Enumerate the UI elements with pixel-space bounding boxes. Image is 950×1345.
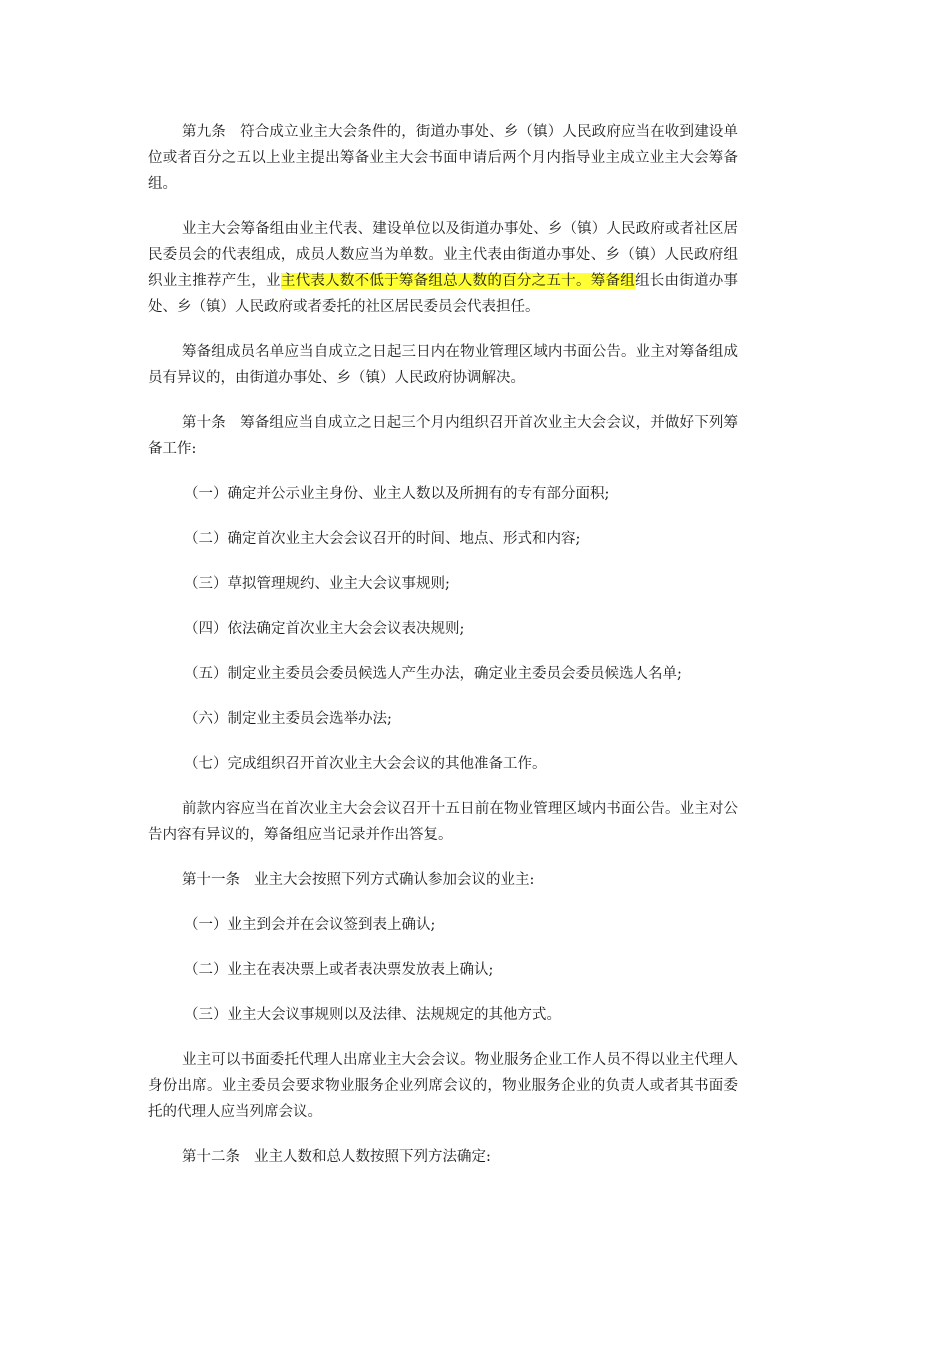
- list-item: [148, 616, 738, 642]
- list-item-text: （二）确定首次业主大会会议召开的时间、地点、形式和内容;: [184, 531, 581, 547]
- list-item: [148, 751, 738, 777]
- list-item-text: （七）完成组织召开首次业主大会会议的其他准备工作。: [184, 756, 547, 772]
- paragraph-text: 前款内容应当在首次业主大会会议召开十五日前在物业管理区域内书面公告。业主对公告内容有异议的，筹备组应当记录并作出答复。: [148, 801, 738, 843]
- article-9-paragraph: [148, 119, 738, 197]
- list-item: [148, 481, 738, 507]
- list-item-text: （四）依法确定首次业主大会会议表决规则;: [184, 621, 465, 637]
- list-item: [148, 957, 738, 983]
- paragraph-text: 筹备组应当自成立之日起三个月内组织召开首次业主大会会议，并做好下列筹备工作:: [148, 415, 739, 457]
- preparatory-group-composition-paragraph: [148, 216, 738, 320]
- paragraph-text: 符合成立业主大会条件的，街道办事处、乡（镇）人民政府应当在收到建设单位或者百分之五以上业主提出筹备业主大会书面申请后两个月内指导业主成立业主大会筹备组。: [148, 124, 739, 192]
- list-item-text: （三）草拟管理规约、业主大会议事规则;: [184, 576, 450, 592]
- paragraph-text: 业主大会按照下列方式确认参加会议的业主:: [254, 872, 535, 888]
- paragraph-text: 筹备组成员名单应当自成立之日起三日内在物业管理区域内书面公告。业主对筹备组成员有异议的，由街道办事处、乡（镇）人民政府协调解决。: [148, 344, 738, 386]
- list-item: [148, 526, 738, 552]
- paragraph-text: 业主人数和总人数按照下列方法确定:: [254, 1149, 491, 1165]
- document-page: [148, 119, 738, 1189]
- proxy-attendance-paragraph: [148, 1047, 738, 1125]
- highlighted-text: 主代表人数不低于筹备组总人数的百分之五十。筹备组: [280, 273, 635, 289]
- list-item-text: （二）业主在表决票上或者表决票发放表上确认;: [184, 962, 494, 978]
- article-heading: 第十条: [182, 415, 226, 431]
- list-item: [148, 1002, 738, 1028]
- list-item: [148, 571, 738, 597]
- paragraph-text: 组长由街道办事处、乡（镇）人民政府或者委托的社区居民委员会代表担任。: [148, 273, 739, 315]
- list-item-text: （三）业主大会议事规则以及法律、法规规定的其他方式。: [184, 1007, 561, 1023]
- list-item: [148, 706, 738, 732]
- list-item-text: （五）制定业主委员会委员候选人产生办法，确定业主委员会委员候选人名单;: [184, 666, 682, 682]
- article-12-paragraph: [148, 1144, 738, 1170]
- article-10-paragraph: [148, 410, 738, 462]
- list-item: [148, 912, 738, 938]
- article-11-paragraph: [148, 867, 738, 893]
- list-item-text: （六）制定业主委员会选举办法;: [184, 711, 392, 727]
- list-item: [148, 661, 738, 687]
- article-heading: 第十一条: [182, 872, 240, 888]
- list-item-text: （一）业主到会并在会议签到表上确认;: [184, 917, 436, 933]
- article-heading: 第十二条: [182, 1149, 240, 1165]
- list-item-text: （一）确定并公示业主身份、业主人数以及所拥有的专有部分面积;: [184, 486, 610, 502]
- paragraph-text: 业主可以书面委托代理人出席业主大会会议。物业服务企业工作人员不得以业主代理人身份出席。业主委员会要求物业服务企业列席会议的，物业服务企业的负责人或者其书面委托的代理人应当列席会议。: [148, 1052, 738, 1120]
- paragraph-text: 业主大会筹备组由业主代表、建设单位以及街道办事处、乡（镇）人民政府或者社区居民委员会的代表组成，成员人数应当为单数。业主代表由街道办事处、乡（镇）人民政府组织业主推荐产生，业: [148, 221, 738, 289]
- announcement-paragraph: [148, 796, 738, 848]
- article-heading: 第九条: [182, 124, 226, 140]
- member-list-paragraph: [148, 339, 738, 391]
